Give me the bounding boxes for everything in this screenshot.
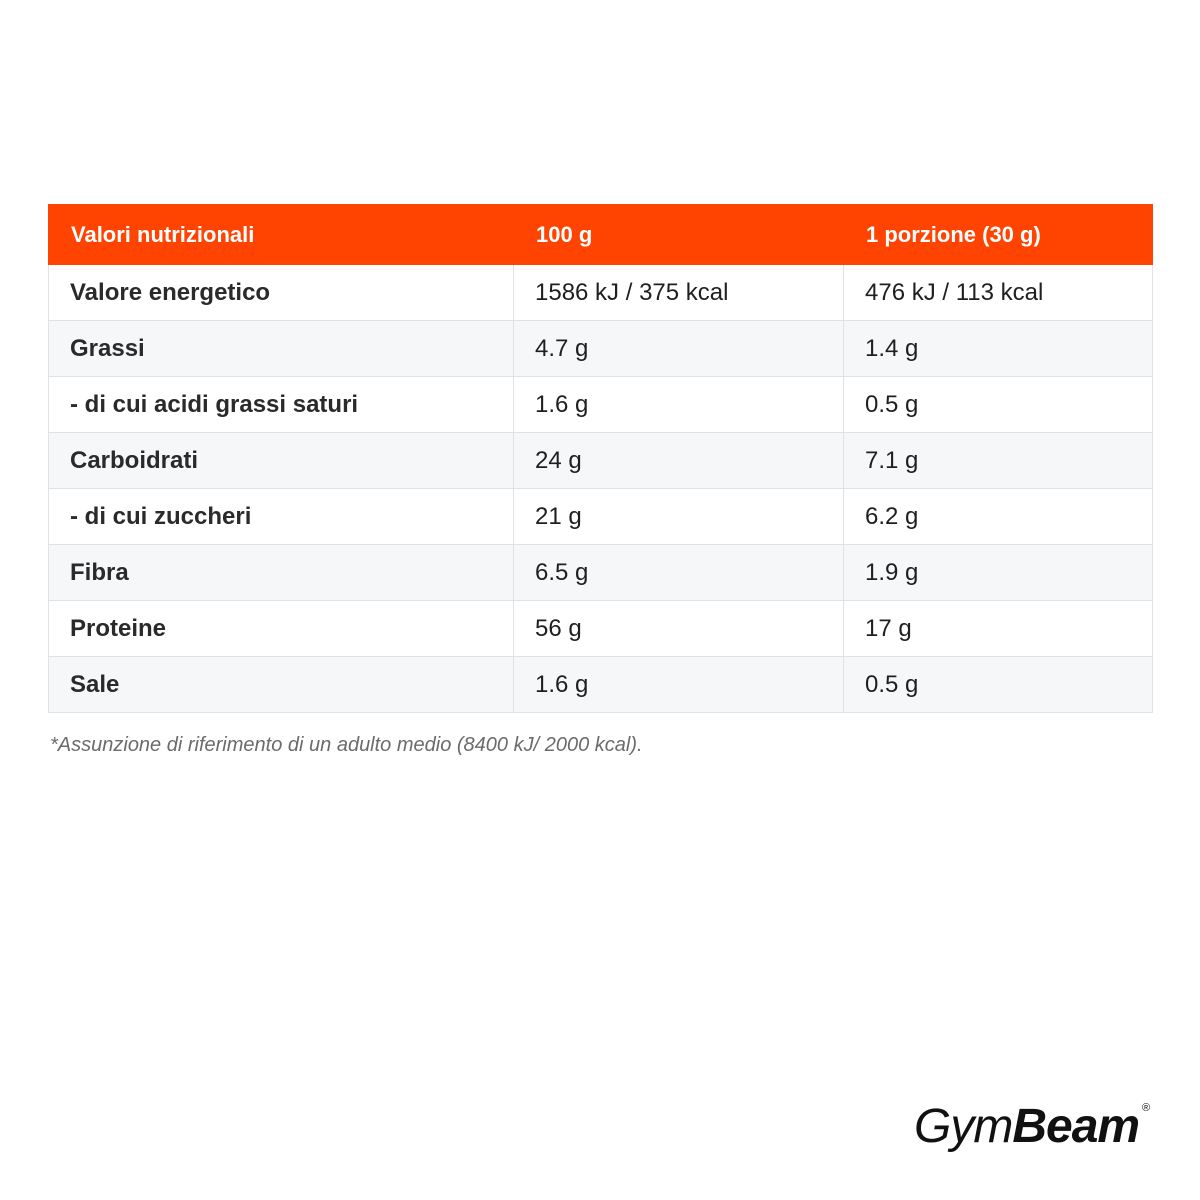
table-row bbox=[49, 657, 1153, 713]
value-per-100g: 1.6 g bbox=[514, 377, 844, 433]
table-row bbox=[49, 321, 1153, 377]
value-per-serving: 0.5 g bbox=[844, 657, 1153, 713]
table-row bbox=[49, 601, 1153, 657]
nutrient-name: - di cui acidi grassi saturi bbox=[49, 377, 514, 433]
nutrient-name: - di cui zuccheri bbox=[49, 489, 514, 545]
logo-text bbox=[914, 1100, 1139, 1153]
value-per-100g: 6.5 g bbox=[514, 545, 844, 601]
value-per-100g: 1.6 g bbox=[514, 657, 844, 713]
nutrient-name: Fibra bbox=[49, 545, 514, 601]
value-per-serving: 17 g bbox=[844, 601, 1153, 657]
table-body bbox=[49, 265, 1153, 713]
value-per-100g: 1586 kJ / 375 kcal bbox=[514, 265, 844, 321]
value-per-serving: 6.2 g bbox=[844, 489, 1153, 545]
table-row bbox=[49, 545, 1153, 601]
value-per-100g: 4.7 g bbox=[514, 321, 844, 377]
nutrient-name: Grassi bbox=[49, 321, 514, 377]
value-per-serving: 476 kJ / 113 kcal bbox=[844, 265, 1153, 321]
header-row bbox=[49, 205, 1153, 265]
logo-beam: Beam bbox=[1012, 1100, 1140, 1153]
table-row bbox=[49, 489, 1153, 545]
value-per-serving: 1.9 g bbox=[844, 545, 1153, 601]
value-per-100g: 56 g bbox=[514, 601, 844, 657]
header-nutrient: Valori nutrizionali bbox=[49, 205, 514, 265]
nutrient-name: Sale bbox=[49, 657, 514, 713]
header-per-100g: 100 g bbox=[514, 205, 844, 265]
registered-mark: ® bbox=[1142, 1102, 1151, 1114]
header-per-serving: 1 porzione (30 g) bbox=[844, 205, 1153, 265]
value-per-serving: 7.1 g bbox=[844, 433, 1153, 489]
nutrient-name: Valore energetico bbox=[49, 265, 514, 321]
value-per-100g: 24 g bbox=[514, 433, 844, 489]
table-row bbox=[49, 433, 1153, 489]
nutrient-name: Carboidrati bbox=[49, 433, 514, 489]
table-header bbox=[49, 205, 1153, 265]
value-per-serving: 1.4 g bbox=[844, 321, 1153, 377]
reference-intake-footnote: *Assunzione di riferimento di un adulto medio (8400 kJ/ 2000 kcal). bbox=[50, 734, 643, 756]
table-row bbox=[49, 377, 1153, 433]
nutrient-name: Proteine bbox=[49, 601, 514, 657]
logo-gym: Gym bbox=[914, 1100, 1013, 1153]
nutrition-table bbox=[48, 204, 1153, 713]
value-per-100g: 21 g bbox=[514, 489, 844, 545]
gymbeam-logo bbox=[914, 1098, 1154, 1154]
value-per-serving: 0.5 g bbox=[844, 377, 1153, 433]
table-row bbox=[49, 265, 1153, 321]
